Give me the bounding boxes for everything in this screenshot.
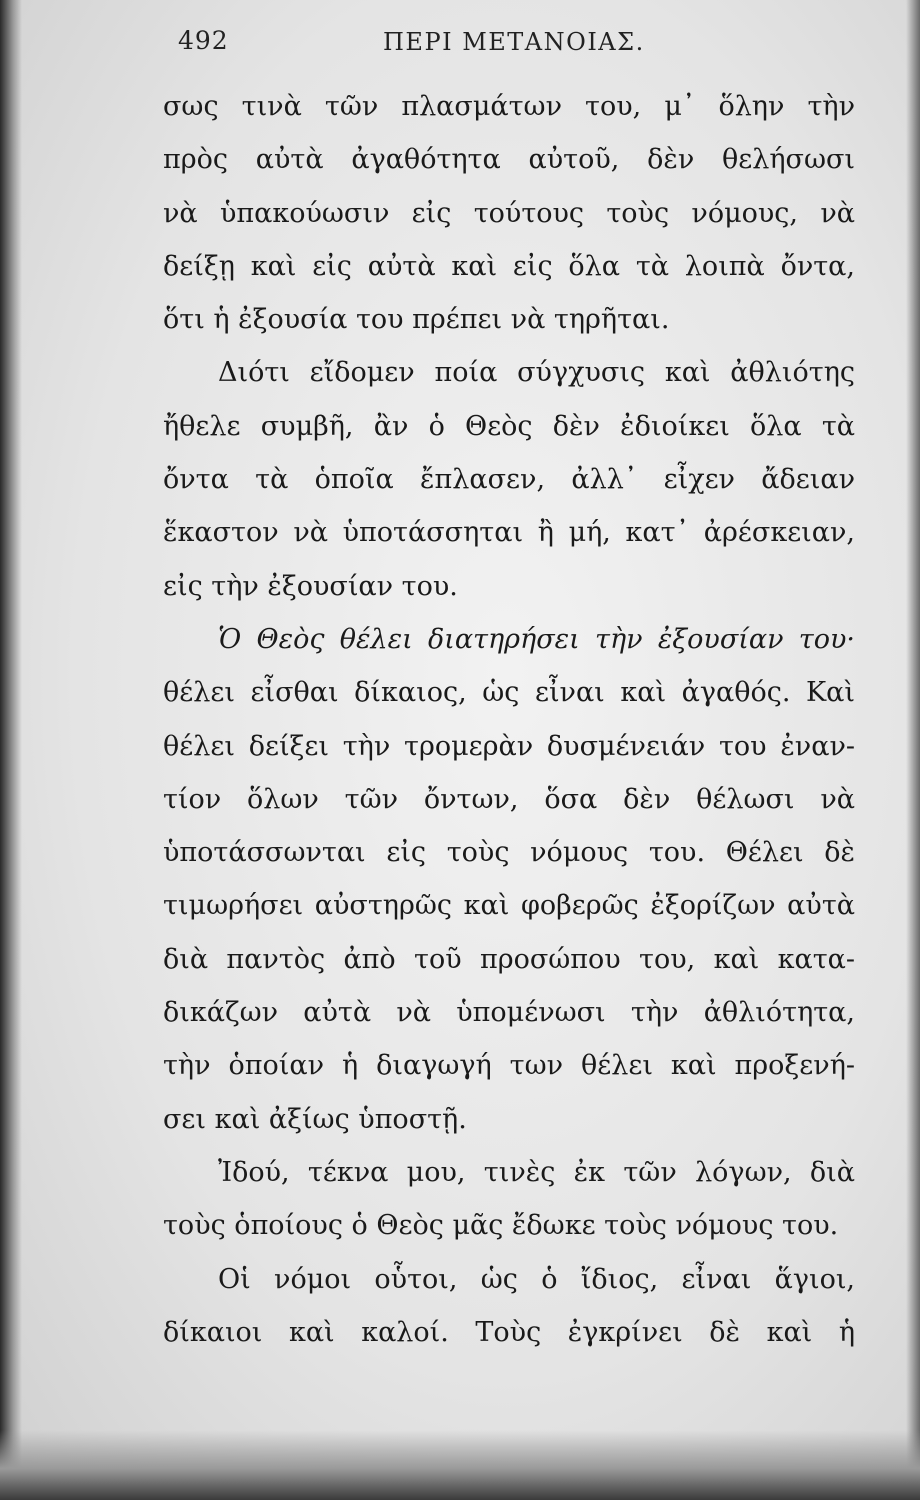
body-text xyxy=(163,80,855,1359)
text-line: σει καὶ ἀξίως ὑποστῇ. xyxy=(163,1103,467,1135)
text-line: δικάζων αὐτὰ νὰ ὑπομένωσι τὴν ἀθλιότητα, xyxy=(163,997,855,1029)
page-header xyxy=(178,26,853,70)
text-line: ὅτι ἡ ἐξουσία του πρέπει νὰ τηρῆται. xyxy=(163,304,670,336)
text-line: διὰ παντὸς ἀπὸ τοῦ προσώπου του, καὶ κατα- xyxy=(163,943,855,975)
page-right-shadow xyxy=(906,0,920,1500)
text-line: Ἰδού, τέκνα μου, τινὲς ἐκ τῶν λόγων, διὰ xyxy=(218,1156,855,1188)
text-line: θέλει εἶσθαι δίκαιος, ὡς εἶναι καὶ ἀγαθός. Καὶ xyxy=(163,677,855,709)
page-bottom-shadow xyxy=(0,1430,920,1500)
text-line: ἕκαστον νὰ ὑποτάσσηται ἢ μή, κατ᾿ ἀρέσκειαν, xyxy=(163,517,855,549)
text-line: τιμωρήσει αὐστηρῶς καὶ φοβερῶς ἐξορίζων αὐτὰ xyxy=(163,890,855,922)
text-line: Ὁ Θεὸς θέλει διατηρήσει τὴν ἐξουσίαν του· xyxy=(218,623,855,655)
text-line: δείξῃ καὶ εἰς αὐτὰ καὶ εἰς ὅλα τὰ λοιπὰ ὄντα, xyxy=(163,250,855,282)
text-line: πρὸς αὐτὰ ἀγαθότητα αὐτοῦ, δὲν θελήσωσι xyxy=(163,144,855,176)
text-line: δίκαιοι καὶ καλοί. Τοὺς ἐγκρίνει δὲ καὶ ἡ xyxy=(163,1316,855,1348)
page-number: 492 xyxy=(178,26,229,55)
page-left-shadow xyxy=(0,0,22,1500)
text-line: τοὺς ὁποίους ὁ Θεὸς μᾶς ἔδωκε τοὺς νόμους του. xyxy=(163,1210,839,1242)
text-line: σως τινὰ τῶν πλασμάτων του, μ᾿ ὅλην τὴν xyxy=(163,91,855,122)
text-line: τίον ὅλων τῶν ὄντων, ὅσα δὲν θέλωσι νὰ xyxy=(163,783,855,815)
text-line: τὴν ὁποίαν ἡ διαγωγή των θέλει καὶ προξενή- xyxy=(163,1050,855,1082)
text-line: Οἱ νόμοι οὗτοι, ὡς ὁ ἴδιος, εἶναι ἅγιοι, xyxy=(218,1263,855,1295)
text-line: ὄντα τὰ ὁποῖα ἔπλασεν, ἀλλ᾿ εἶχεν ἄδειαν xyxy=(163,464,855,496)
text-line: νὰ ὑπακούωσιν εἰς τούτους τοὺς νόμους, νὰ xyxy=(163,197,855,229)
running-head: ΠΕΡΙ ΜΕΤΑΝΟΙΑΣ. xyxy=(383,28,645,56)
text-line: εἰς τὴν ἐξουσίαν του. xyxy=(163,570,458,602)
text-line: θέλει δείξει τὴν τρομερὰν δυσμένειάν του ἐναν- xyxy=(163,730,855,762)
text-line: Διότι εἴδομεν ποία σύγχυσις καὶ ἀθλιότης xyxy=(218,357,855,389)
text-line: ἤθελε συμβῆ, ἂν ὁ Θεὸς δὲν ἐδιοίκει ὅλα τὰ xyxy=(163,410,855,442)
text-line: ὑποτάσσωνται εἰς τοὺς νόμους του. Θέλει δὲ xyxy=(163,837,855,869)
